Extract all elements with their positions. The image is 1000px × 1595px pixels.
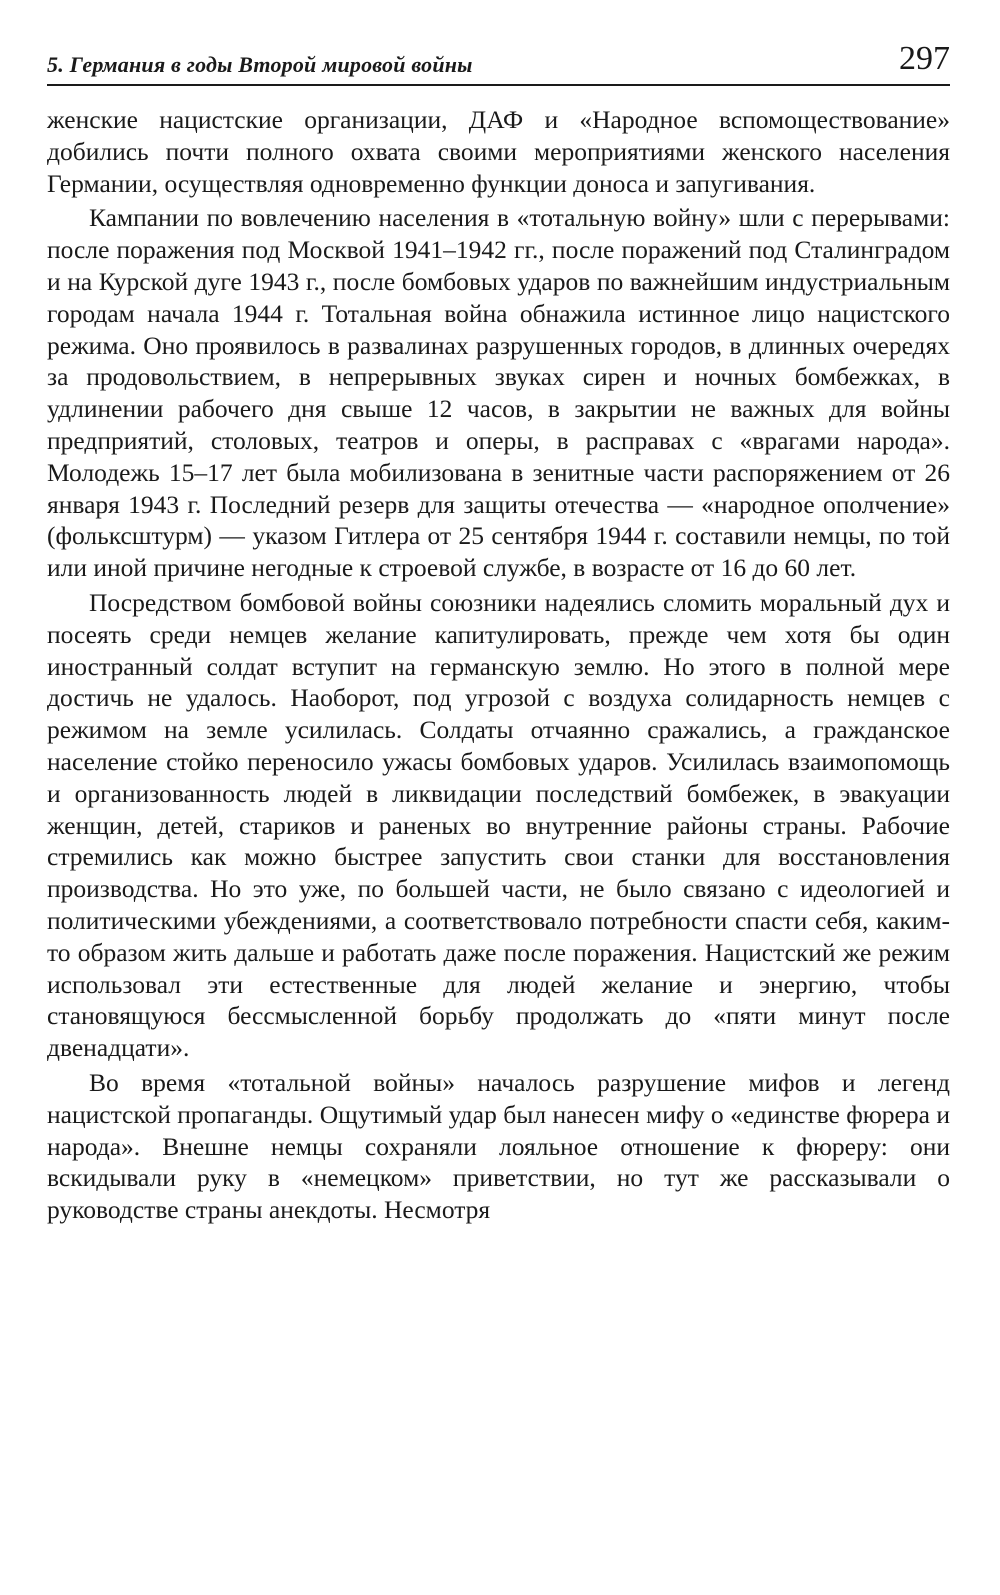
section-title: 5. Германия в годы Второй мировой войны [47, 52, 473, 77]
body-text [47, 104, 950, 1226]
running-header [47, 38, 950, 86]
paragraph: Во время «тотальной войны» началось разрушение мифов и легенд нацистской пропаганды. Ощутимый удар был нанесен мифу о «единстве фюрера и народа». Внешне немцы сохраняли лояльное отношение к фюреру: они вскидывали руку в «немецком» приветствии, но тут же рассказывали о руководстве страны анекдоты. Несмотря [47, 1067, 950, 1225]
page-number: 297 [899, 40, 950, 77]
paragraph: Посредством бомбовой войны союзники надеялись сломить моральный дух и посеять среди немцев желание капитулировать, прежде чем хотя бы один иностранный солдат вступит на германскую землю. Но этого в полной мере достичь не удалось. Наоборот, под угрозой с воздуха солидарность немцев с режимом на земле усилилась. Солдаты отчаянно сражались, а гражданское население стойко переносило ужасы бомбовых ударов. Усилилась взаимопомощь и организованность людей в ликвидации последствий бомбежек, в эвакуации женщин, детей, стариков и раненых во внутренние районы страны. Рабочие стремились как можно быстрее запустить свои станки для восстановления производства. Но это уже, по большей части, не было связано с идеологией и политическими убеждениями, а соответствовало потребности спасти себя, каким-то образом жить дальше и работать даже после поражения. Нацистский же режим использовал эти естественные для людей желание и энергию, чтобы становящуюся бессмысленной борьбу продолжать до «пяти минут после двенадцати». [47, 587, 950, 1063]
paragraph-continuation: женские нацистские организации, ДАФ и «Народное вспомоществование» добились почти полного охвата своими мероприятиями женского населения Германии, осуществляя одновременно функции доноса и запугивания. [47, 105, 950, 198]
paragraph: Кампании по вовлечению населения в «тотальную войну» шли с перерывами: после поражения под Москвой 1941–1942 гг., после поражений под Сталинградом и на Курской дуге 1943 г., после бомбовых ударов по важнейшим индустриальным городам начала 1944 г. Тотальная война обнажила истинное лицо нацистского режима. Оно проявилось в развалинах разрушенных городов, в длинных очередях за продовольствием, в непрерывных звуках сирен и ночных бомбежках, в удлинении рабочего дня свыше 12 часов, в закрытии не важных для войны предприятий, столовых, театров и оперы, в расправах с «врагами народа». Молодежь 15–17 лет была мобилизована в зенитные части распоряжением от 26 января 1943 г. Последний резерв для защиты отечества — «народное ополчение» (фольксштурм) — указом Гитлера от 25 сентября 1944 г. составили немцы, по той или иной причине негодные к строевой службе, в возрасте от 16 до 60 лет. [47, 203, 950, 583]
book-page [47, 38, 950, 1226]
